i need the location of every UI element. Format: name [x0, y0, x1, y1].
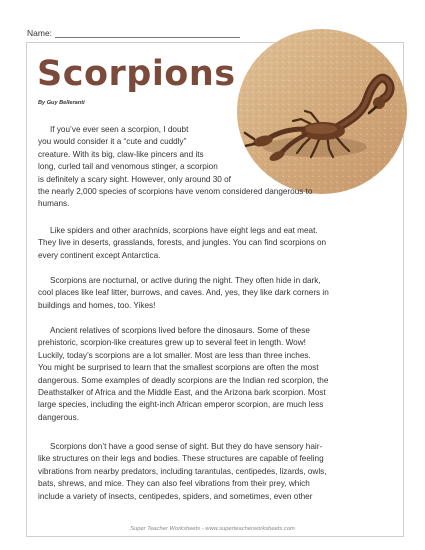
- paragraph-3: [38, 275, 329, 312]
- paragraph-line: Ancient relatives of scorpions lived before the dinosaurs. Some of these: [50, 326, 310, 335]
- paragraph-line: Luckily, today’s scorpions are a lot smaller. Most are less than three inches.: [38, 350, 311, 360]
- paragraph-line: You might be surprised to learn that the smallest scorpions are often the most: [38, 363, 319, 373]
- paragraph-line: Like spiders and other arachnids, scorpions have eight legs and eat meat.: [50, 226, 318, 235]
- paragraph-line: you would consider it a “cute and cuddly”: [38, 137, 187, 147]
- paragraph-line: large species, including the eight-inch African emperor scorpion, are much less: [38, 400, 324, 410]
- paragraph-4: [38, 325, 328, 424]
- paragraph-line: the nearly 2,000 species of scorpions have venom considered dangerous to: [38, 187, 313, 197]
- paragraph-line: every continent except Antarctica.: [38, 250, 161, 260]
- paragraph-line: vibrations from nearby predators, including tarantulas, centipedes, lizards, owls,: [38, 466, 327, 476]
- paragraph-line: like structures on their legs and bodies. These structures are capable of feeling: [38, 454, 324, 464]
- paragraph-line: They live in deserts, grasslands, forests, and jungles. You can find scorpions on: [38, 238, 327, 248]
- paragraph-line: If you’ve ever seen a scorpion, I doubt: [50, 125, 189, 134]
- footer-credit: Super Teacher Worksheets - www.superteacherworksheets.com: [130, 526, 295, 532]
- paragraph-line: Scorpions don’t have a good sense of sight. But they do have sensory hair-: [50, 442, 323, 451]
- name-label: Name:: [27, 28, 53, 38]
- paragraph-line: dangerous.: [38, 412, 79, 422]
- paragraph-line: cool places like leaf litter, burrows, and caves. And, yes, they like dark corners in: [38, 288, 329, 298]
- paragraph-5: [38, 441, 327, 503]
- paragraph-line: buildings and homes, too. Yikes!: [38, 300, 156, 310]
- paragraph-1: [38, 124, 312, 211]
- page-title: Scorpions: [37, 54, 236, 94]
- paragraph-2: [38, 225, 326, 262]
- paragraph-line: bats, shrews, and mice. They can also feel vibrations from their prey, which: [38, 479, 310, 489]
- name-field[interactable]: [27, 28, 240, 38]
- paragraph-line: include a variety of insects, centipedes, spiders, and sometimes, even other: [38, 491, 313, 501]
- paragraph-line: Deathstalker of Africa and the Middle East, and the Arizona bark scorpion. Most: [38, 388, 326, 398]
- paragraph-line: dangerous. Some examples of deadly scorpions are the Indian red scorpion, the: [38, 375, 329, 385]
- paragraph-line: long, curled tail and venomous stinger, a scorpion: [38, 162, 218, 172]
- byline: By Guy Belleranti: [38, 100, 85, 106]
- paragraph-line: creature. With its big, claw-like pincers and its: [38, 149, 204, 159]
- paragraph-line: Scorpions are nocturnal, or active during the night. They often hide in dark,: [50, 276, 321, 285]
- paragraph-line: humans.: [38, 199, 70, 209]
- paragraph-line: prehistoric, scorpion-like creatures grew up to several feet in length. Wow!: [38, 338, 306, 348]
- name-line[interactable]: [55, 29, 240, 38]
- paragraph-line: is definitely a scary sight. However, only around 30 of: [38, 174, 231, 184]
